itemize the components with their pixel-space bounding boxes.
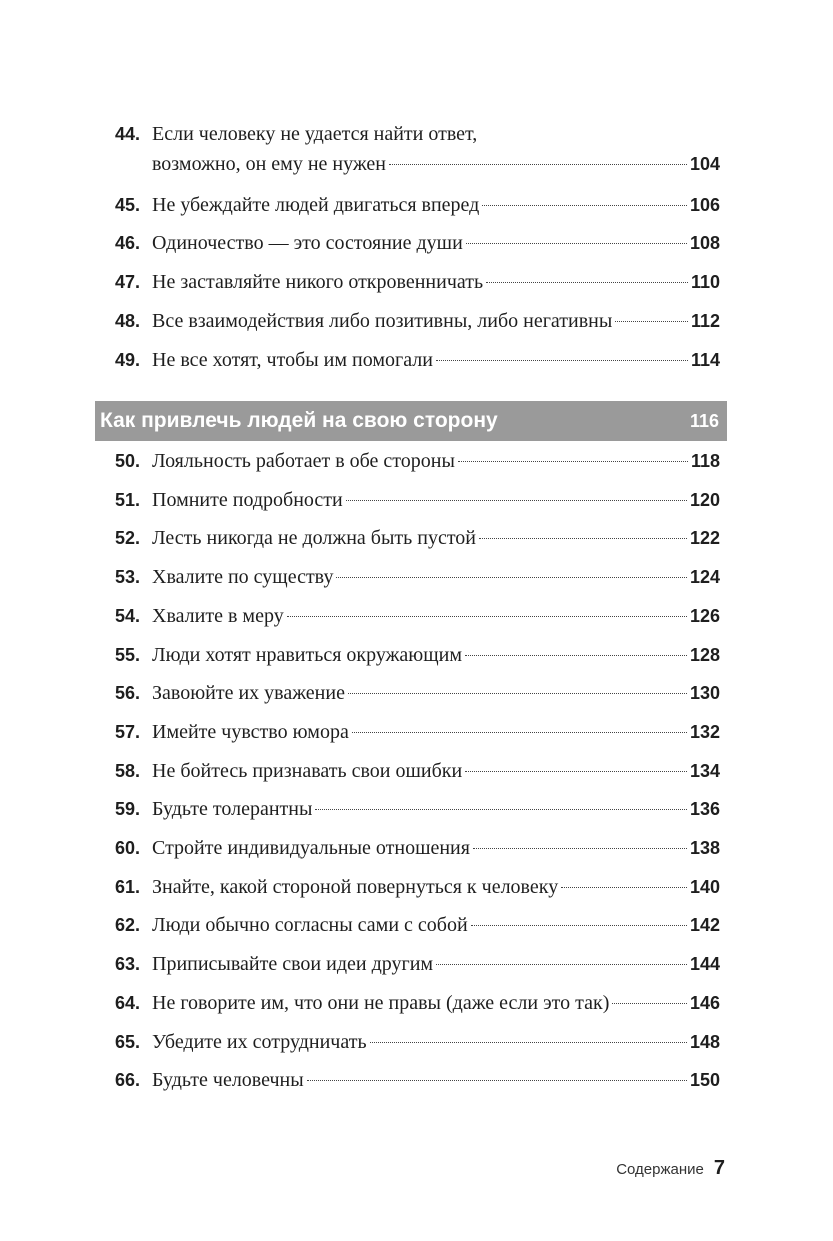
entry-number: 64. xyxy=(114,992,140,1013)
entry-number: 46. xyxy=(114,233,140,254)
footer-page-number: 7 xyxy=(713,1157,725,1179)
dot-leader xyxy=(465,655,687,656)
entry-body xyxy=(152,988,720,1018)
entry-number: 58. xyxy=(114,760,140,781)
entry-line xyxy=(152,601,720,631)
entry-title: Не говорите им, что они не правы (даже если это так) xyxy=(152,991,610,1014)
dot-leader xyxy=(615,321,688,322)
entry-page-number: 134 xyxy=(689,760,720,781)
dot-leader xyxy=(307,1080,687,1081)
entry-body xyxy=(152,228,720,258)
entry-title: Приписывайте свои идеи другим xyxy=(152,953,434,976)
entry-body xyxy=(152,833,720,863)
entry-page-number: 112 xyxy=(690,310,720,331)
dot-leader xyxy=(336,577,687,578)
entry-number: 53. xyxy=(114,567,140,588)
dot-leader xyxy=(287,616,687,617)
entry-line xyxy=(152,910,720,940)
dot-leader xyxy=(466,243,687,244)
entry-line xyxy=(152,485,720,515)
entry-number: 47. xyxy=(114,272,140,293)
entry-title: возможно, он ему не нужен xyxy=(152,153,386,175)
entry-number: 66. xyxy=(114,1070,140,1091)
entry-title: Знайте, какой стороной повернуться к человеку xyxy=(152,875,559,898)
entry-line xyxy=(152,119,720,149)
entry-number: 49. xyxy=(114,349,140,370)
entry-body xyxy=(152,485,720,515)
entry-body xyxy=(152,756,720,786)
entry-page-number: 150 xyxy=(689,1070,720,1091)
entry-page-number: 136 xyxy=(689,799,720,820)
section-header[interactable] xyxy=(95,401,727,441)
entry-page-number: 128 xyxy=(689,644,720,665)
entry-page-number: 106 xyxy=(689,194,720,215)
dot-leader xyxy=(473,848,687,849)
entry-title: Завоюйте их уважение xyxy=(152,682,345,705)
entry-page-number: 148 xyxy=(689,1031,720,1052)
entry-body xyxy=(152,523,720,553)
entry-page-number: 114 xyxy=(690,349,720,370)
dot-leader xyxy=(346,500,687,501)
entry-line xyxy=(152,149,720,179)
entry-body xyxy=(152,640,720,670)
entry-title: Стройте индивидуальные отношения xyxy=(152,837,470,859)
entry-title: Помните подробности xyxy=(152,488,343,511)
entry-page-number: 142 xyxy=(689,915,720,936)
dot-leader xyxy=(479,538,687,539)
entry-page-number: 130 xyxy=(689,683,720,704)
entry-number: 51. xyxy=(114,489,140,510)
entry-page-number: 108 xyxy=(689,233,720,254)
dot-leader xyxy=(370,1042,687,1043)
entry-number: 45. xyxy=(114,194,140,215)
entry-number: 61. xyxy=(114,876,140,897)
dot-leader xyxy=(458,461,688,462)
entry-line xyxy=(152,794,720,824)
entry-title: Будьте человечны xyxy=(152,1069,304,1092)
entry-page-number: 144 xyxy=(689,954,720,975)
entry-line xyxy=(152,446,720,476)
entry-number: 50. xyxy=(114,451,140,471)
entry-line xyxy=(152,267,720,297)
entry-number: 44. xyxy=(114,124,140,144)
entry-line xyxy=(152,228,720,258)
entry-page-number: 124 xyxy=(689,567,720,588)
entry-line xyxy=(152,949,720,979)
page-footer xyxy=(616,1157,725,1180)
entry-number: 59. xyxy=(114,799,140,820)
entry-body xyxy=(152,1027,720,1057)
entry-line xyxy=(152,1027,720,1057)
dot-leader xyxy=(352,732,687,733)
entry-title: Хвалите в меру xyxy=(152,604,284,627)
entry-body xyxy=(152,717,720,747)
entry-title: Все взаимодействия либо позитивны, либо негативны xyxy=(152,309,613,332)
entry-page-number: 122 xyxy=(689,528,720,549)
entry-body xyxy=(152,949,720,979)
entry-line xyxy=(152,1065,720,1095)
entry-line xyxy=(152,523,720,553)
entry-body xyxy=(152,190,720,220)
section-title: Как привлечь людей на свою сторону xyxy=(100,409,498,432)
entry-number: 48. xyxy=(114,310,140,331)
entry-title: Если человеку не удается найти ответ, xyxy=(152,123,478,145)
entry-body xyxy=(152,345,720,375)
entry-number: 60. xyxy=(114,838,140,858)
entry-title: Будьте толерантны xyxy=(152,798,313,821)
entry-number: 63. xyxy=(114,954,140,975)
entry-page-number: 146 xyxy=(689,992,720,1013)
entry-title: Хвалите по существу xyxy=(152,566,334,589)
section-page-number: 116 xyxy=(689,410,719,431)
dot-leader xyxy=(348,693,687,694)
entry-body xyxy=(152,794,720,824)
dot-leader xyxy=(315,809,687,810)
dot-leader xyxy=(486,282,688,283)
entry-line xyxy=(152,678,720,708)
entry-page-number: 118 xyxy=(690,451,720,471)
entry-body xyxy=(152,306,720,336)
entry-body xyxy=(152,562,720,592)
entry-line xyxy=(152,833,720,863)
entry-number: 55. xyxy=(114,644,140,665)
entry-title: Имейте чувство юмора xyxy=(152,720,349,743)
entry-body xyxy=(152,1065,720,1095)
entry-title: Люди обычно согласны сами с собой xyxy=(152,914,468,937)
entry-body xyxy=(152,910,720,940)
entry-line xyxy=(152,345,720,375)
entry-number: 65. xyxy=(114,1031,140,1052)
footer-label: Содержание xyxy=(616,1161,704,1178)
entry-number: 54. xyxy=(114,605,140,626)
entry-title: Люди хотят нравиться окружающим xyxy=(152,643,463,666)
entry-line xyxy=(152,872,720,902)
entry-title: Одиночество — это состояние души xyxy=(152,232,463,255)
entry-line xyxy=(152,306,720,336)
entry-number: 57. xyxy=(114,721,140,742)
entry-body xyxy=(152,267,720,297)
entry-line xyxy=(152,562,720,592)
entry-title: Лояльность работает в обе стороны xyxy=(152,450,455,472)
dot-leader xyxy=(436,964,687,965)
entry-page-number: 126 xyxy=(689,605,720,626)
entry-body xyxy=(152,601,720,631)
entry-line xyxy=(152,717,720,747)
entry-page-number: 138 xyxy=(689,838,720,858)
entry-title: Убедите их сотрудничать xyxy=(152,1030,367,1053)
entry-page-number: 140 xyxy=(689,876,720,897)
dot-leader xyxy=(561,887,687,888)
entry-line xyxy=(152,190,720,220)
entry-number: 56. xyxy=(114,683,140,704)
entry-number: 62. xyxy=(114,915,140,936)
entry-title: Не все хотят, чтобы им помогали xyxy=(152,348,433,371)
dot-leader xyxy=(471,925,687,926)
entry-body xyxy=(152,872,720,902)
entry-number: 52. xyxy=(114,528,140,549)
entry-page-number: 104 xyxy=(689,154,720,174)
dot-leader xyxy=(389,164,687,165)
dot-leader xyxy=(482,205,687,206)
entry-title: Лесть никогда не должна быть пустой xyxy=(152,527,477,550)
entry-title: Не заставляйте никого откровенничать xyxy=(152,271,484,294)
dot-leader xyxy=(436,360,688,361)
entry-body xyxy=(152,446,720,476)
dot-leader xyxy=(612,1003,687,1004)
entry-line xyxy=(152,640,720,670)
entry-page-number: 132 xyxy=(689,721,720,742)
entry-title: Не убеждайте людей двигаться вперед xyxy=(152,193,480,216)
entry-body xyxy=(152,678,720,708)
entry-page-number: 120 xyxy=(689,489,720,510)
entry-title: Не бойтесь признавать свои ошибки xyxy=(152,759,463,782)
dot-leader xyxy=(465,771,687,772)
entry-page-number: 110 xyxy=(690,272,720,293)
entry-line xyxy=(152,988,720,1018)
entry-line xyxy=(152,756,720,786)
entry-body xyxy=(152,119,720,179)
